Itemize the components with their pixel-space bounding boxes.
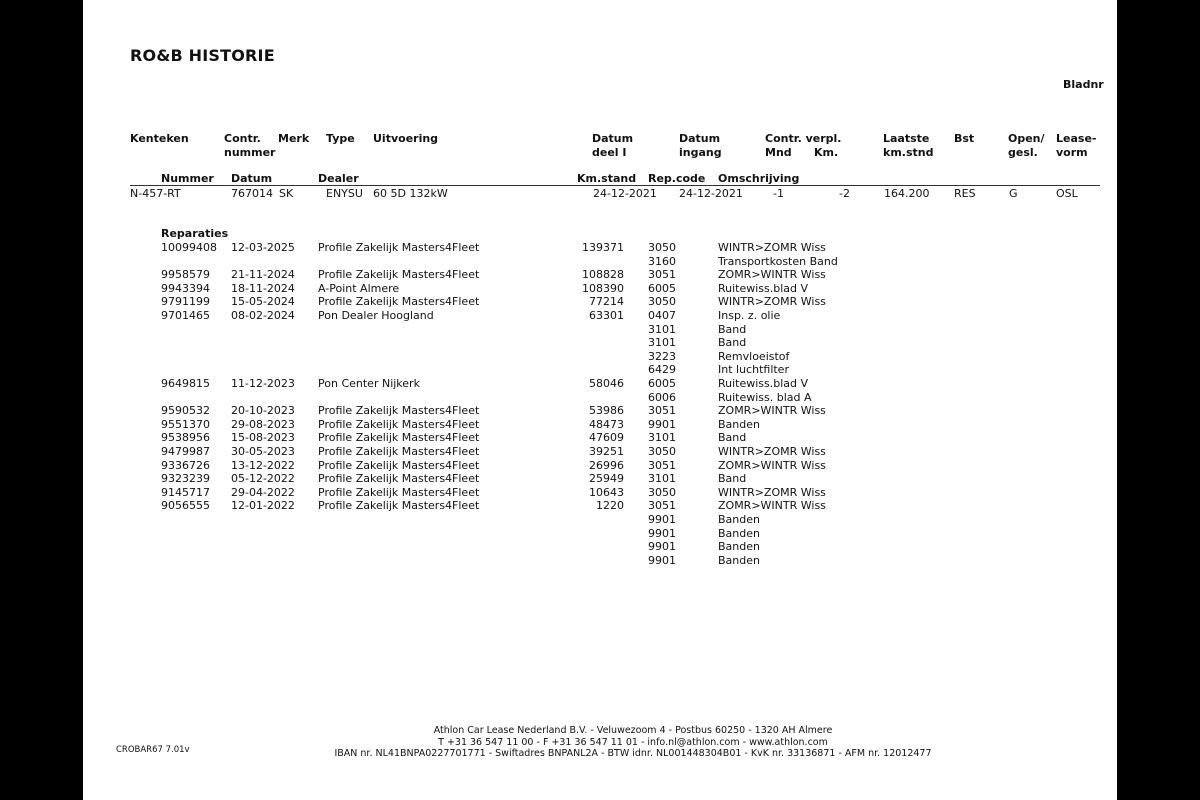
repair-omschrijving: Transportkosten Band xyxy=(718,254,838,268)
repair-km-stand: 26996 xyxy=(589,458,624,472)
repair-km-stand: 108390 xyxy=(582,281,624,295)
repair-omschrijving: Banden xyxy=(718,526,760,540)
repair-dealer: Profile Zakelijk Masters4Fleet xyxy=(318,295,480,309)
repair-omschrijving: Banden xyxy=(718,553,760,567)
repair-code: 3050 xyxy=(648,445,676,458)
repair-omschrijving: Insp. z. olie xyxy=(718,309,781,322)
repair-omschrijving: ZOMR>WINTR Wiss xyxy=(718,458,826,472)
vehicle-contract: 767014 xyxy=(231,187,273,200)
subheader-omschrijving: Omschrijving xyxy=(718,172,800,185)
vehicle-datum-ingang: 24-12-2021 xyxy=(679,187,743,200)
repair-omschrijving: ZOMR>WINTR Wiss xyxy=(718,499,826,513)
repair-nummer: 9590532 xyxy=(161,404,210,418)
repair-dealer: Pon Center Nijkerk xyxy=(318,377,420,390)
footer-contact: T +31 36 547 11 00 - F +31 36 547 11 01 - info.nl@athlon.com - www.athlon.com xyxy=(438,736,828,748)
repair-omschrijving: WINTR>ZOMR Wiss xyxy=(718,241,826,254)
repair-datum: 21-11-2024 xyxy=(231,268,295,282)
repair-omschrijving: Remvloeistof xyxy=(718,349,790,363)
header-bst: Bst xyxy=(954,132,975,145)
repair-nummer: 9958579 xyxy=(161,268,210,282)
vehicle-km: -2 xyxy=(839,187,850,200)
repair-omschrijving: ZOMR>WINTR Wiss xyxy=(718,268,826,282)
repair-datum: 05-12-2022 xyxy=(231,472,295,486)
footer-company-address: Athlon Car Lease Nederland B.V. - Veluwezoom 4 - Postbus 60250 - 1320 AH Almere xyxy=(433,725,833,736)
repair-km-stand: 58046 xyxy=(589,377,624,390)
repair-nummer: 10099408 xyxy=(161,241,217,254)
repair-omschrijving: Band xyxy=(718,431,747,445)
repair-nummer: 9791199 xyxy=(161,295,210,309)
repair-dealer: Profile Zakelijk Masters4Fleet xyxy=(318,431,480,445)
repair-datum: 15-08-2023 xyxy=(231,431,295,445)
repair-km-stand: 39251 xyxy=(589,445,624,458)
vehicle-uitvoering: 60 5D 132kW xyxy=(373,187,448,200)
repair-code: 3101 xyxy=(648,472,676,486)
repair-km-stand: 139371 xyxy=(582,241,624,254)
repair-datum: 29-04-2022 xyxy=(231,485,295,499)
repair-omschrijving: Ruitewiss.blad V xyxy=(718,377,809,390)
repair-omschrijving: Banden xyxy=(718,513,760,526)
repair-omschrijving: Band xyxy=(718,322,747,336)
repair-dealer: Profile Zakelijk Masters4Fleet xyxy=(318,268,480,282)
repair-omschrijving: Banden xyxy=(718,540,760,554)
repair-omschrijving: Band xyxy=(718,336,747,350)
subheader-dealer: Dealer xyxy=(318,172,359,185)
header-merk: Merk xyxy=(278,132,310,145)
repair-code: 3051 xyxy=(648,499,676,513)
repair-datum: 18-11-2024 xyxy=(231,281,295,295)
repair-dealer: Profile Zakelijk Masters4Fleet xyxy=(318,485,480,499)
vehicle-lease-vorm: OSL xyxy=(1056,187,1078,200)
header-uitvoering: Uitvoering xyxy=(373,132,439,145)
repair-nummer: 9551370 xyxy=(161,417,210,431)
repair-datum: 12-01-2022 xyxy=(231,499,295,513)
repair-dealer: Profile Zakelijk Masters4Fleet xyxy=(318,472,480,486)
repair-nummer: 9323239 xyxy=(161,472,210,486)
repair-nummer: 9538956 xyxy=(161,431,210,445)
repair-code: 3050 xyxy=(648,295,676,309)
repair-km-stand: 1220 xyxy=(596,499,624,513)
vehicle-kenteken: N-457-RT xyxy=(130,187,181,200)
repair-code: 3160 xyxy=(648,254,676,268)
repair-omschrijving: Banden xyxy=(718,417,760,431)
subheader-datum: Datum xyxy=(231,172,273,185)
header-type: Type xyxy=(326,132,355,145)
repair-code: 3050 xyxy=(648,241,676,254)
repair-code: 9901 xyxy=(648,540,676,554)
subheader-km-stand: Km.stand xyxy=(577,172,637,185)
repair-datum: 13-12-2022 xyxy=(231,458,295,472)
version-label: CROBAR67 7.01v xyxy=(116,745,190,755)
repair-omschrijving: Int luchtfilter xyxy=(718,363,789,377)
vehicle-open-gesl: G xyxy=(1009,187,1018,200)
vehicle-bst: RES xyxy=(954,187,976,200)
repair-code: 9901 xyxy=(648,526,676,540)
document-page xyxy=(83,0,1117,800)
footer-bank-details: IBAN nr. NL41BNPA0227701771 - Swiftadres BNPANL2A - BTW idnr. NL001448304B01 - KvK nr. 33136871 - AFM nr. 12012477 xyxy=(334,748,932,759)
repair-dealer: Profile Zakelijk Masters4Fleet xyxy=(318,241,480,254)
repair-dealer: A-Point Almere xyxy=(318,281,400,295)
repair-nummer: 9056555 xyxy=(161,499,210,513)
repair-datum: 30-05-2023 xyxy=(231,445,295,458)
repair-datum: 11-12-2023 xyxy=(231,377,295,390)
repair-code: 6429 xyxy=(648,363,676,377)
header-datum-ingang: Datum ingang xyxy=(679,132,722,159)
reparaties-heading: Reparaties xyxy=(161,227,229,240)
subheader-rep-code: Rep.code xyxy=(648,172,706,185)
repair-dealer: Profile Zakelijk Masters4Fleet xyxy=(318,458,480,472)
header-divider xyxy=(130,185,1100,186)
repair-code: 3101 xyxy=(648,431,676,445)
repair-code: 6005 xyxy=(648,377,676,390)
repair-dealer: Profile Zakelijk Masters4Fleet xyxy=(318,417,480,431)
vehicle-merk: SK xyxy=(279,187,294,200)
repair-code: 3101 xyxy=(648,322,676,336)
repair-omschrijving: WINTR>ZOMR Wiss xyxy=(718,485,826,499)
header-open-gesl: Open/ gesl. xyxy=(1008,132,1045,159)
repair-code: 9901 xyxy=(648,513,676,526)
repair-km-stand: 53986 xyxy=(589,404,624,418)
vehicle-type: ENYSU xyxy=(326,187,363,200)
repair-code: 3050 xyxy=(648,485,676,499)
repair-datum: 12-03-2025 xyxy=(231,241,295,254)
header-contr-verpl-mnd: Contr. verpl. Mnd xyxy=(765,132,842,159)
repair-datum: 08-02-2024 xyxy=(231,309,295,322)
vehicle-mnd: -1 xyxy=(773,187,784,200)
repair-nummer: 9479987 xyxy=(161,445,210,458)
repair-dealer: Profile Zakelijk Masters4Fleet xyxy=(318,445,480,458)
repair-code: 3051 xyxy=(648,404,676,418)
repair-km-stand: 10643 xyxy=(589,485,624,499)
subheader-nummer: Nummer xyxy=(161,172,214,185)
repair-dealer: Pon Dealer Hoogland xyxy=(318,309,434,322)
repair-km-stand: 63301 xyxy=(589,309,624,322)
repair-nummer: 9336726 xyxy=(161,458,210,472)
vehicle-laatste-km: 164.200 xyxy=(884,187,930,200)
repair-omschrijving: ZOMR>WINTR Wiss xyxy=(718,404,826,418)
header-lease-vorm: Lease- vorm xyxy=(1056,132,1097,159)
repair-nummer: 9943394 xyxy=(161,281,210,295)
repair-code: 3223 xyxy=(648,349,676,363)
header-kenteken: Kenteken xyxy=(130,132,189,145)
repair-omschrijving: Ruitewiss.blad V xyxy=(718,281,809,295)
repair-nummer: 9701465 xyxy=(161,309,210,322)
repair-code: 6005 xyxy=(648,281,676,295)
repair-code: 3051 xyxy=(648,268,676,282)
page-title: RO&B HISTORIE xyxy=(130,46,275,65)
repair-dealer: Profile Zakelijk Masters4Fleet xyxy=(318,499,480,513)
repair-code: 9901 xyxy=(648,417,676,431)
header-laatste-km: Laatste km.stnd xyxy=(883,132,934,159)
repair-code: 0407 xyxy=(648,309,676,322)
repair-dealer: Profile Zakelijk Masters4Fleet xyxy=(318,404,480,418)
repair-km-stand: 48473 xyxy=(589,417,624,431)
repair-km-stand: 77214 xyxy=(589,295,624,309)
repair-omschrijving: WINTR>ZOMR Wiss xyxy=(718,445,826,458)
page-number-label: Bladnr xyxy=(1063,78,1104,91)
repair-omschrijving: Ruitewiss. blad A xyxy=(718,390,812,404)
repair-omschrijving: WINTR>ZOMR Wiss xyxy=(718,295,826,309)
repair-km-stand: 108828 xyxy=(582,268,624,282)
repair-km-stand: 25949 xyxy=(589,472,624,486)
vehicle-datum-deel1: 24-12-2021 xyxy=(593,187,657,200)
header-contract-nummer: Contr. nummer xyxy=(224,132,276,159)
repair-nummer: 9649815 xyxy=(161,377,210,390)
repair-datum: 15-05-2024 xyxy=(231,295,295,309)
header-datum-deel1: Datum deel I xyxy=(592,132,634,159)
repair-code: 3051 xyxy=(648,458,676,472)
repair-datum: 29-08-2023 xyxy=(231,417,295,431)
repair-omschrijving: Band xyxy=(718,472,747,486)
repair-code: 6006 xyxy=(648,390,676,404)
repair-km-stand: 47609 xyxy=(589,431,624,445)
repair-nummer: 9145717 xyxy=(161,485,210,499)
repair-code: 9901 xyxy=(648,553,676,567)
header-contr-verpl-km: Km. xyxy=(814,146,839,159)
repair-datum: 20-10-2023 xyxy=(231,404,295,418)
repair-code: 3101 xyxy=(648,336,676,350)
